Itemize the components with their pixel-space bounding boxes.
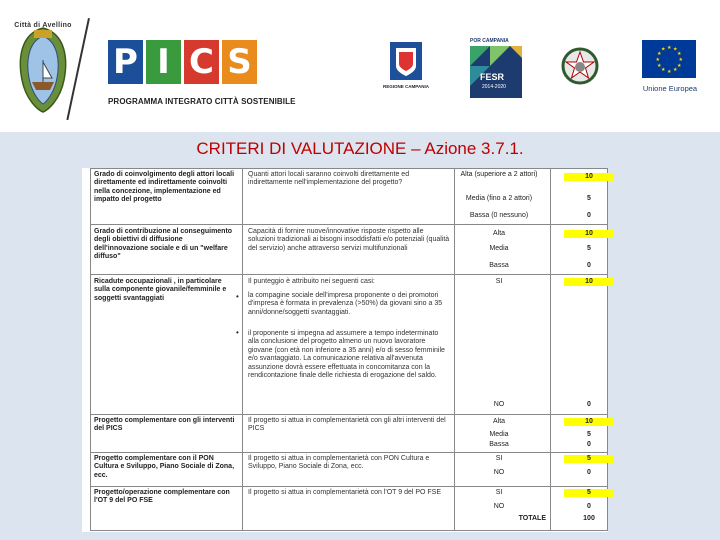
- level-label: Bassa: [489, 262, 509, 269]
- level-label: Bassa: [489, 441, 509, 448]
- level-points: 10: [564, 173, 614, 181]
- svg-text:★: ★: [661, 46, 666, 53]
- col-divider: [454, 168, 455, 530]
- row-divider: [90, 486, 608, 487]
- city-crest-icon: [10, 20, 76, 116]
- city-crest-logo: [10, 20, 76, 116]
- level-points: 10: [564, 230, 614, 238]
- description-cell: Il progetto si attua in complementarietà con PON Cultura e Sviluppo, Piano Sociale di Zona, ecc.: [248, 455, 430, 471]
- description-cell: Quanti attori locali saranno coinvolti direttamente ed indirettamente nell'implementazione del progetto?: [248, 171, 410, 187]
- level-points: 0: [587, 212, 591, 219]
- row-divider: [90, 414, 608, 415]
- level-points: 5: [564, 489, 614, 497]
- bullet-text: il proponente si impegna ad assumere a tempo indeterminato alla conclusione del progetto almeno un nuovo lavoratore giovane (con età non inferiore a 35 anni) e/o di sesso femminile e/o svantaggiato. La comunicazione relativa all'avvenuta assunzione dovrà essere effettuata in concomitanza con la rendicontazione finale delle richiesta di erogazione del saldo.: [248, 330, 445, 380]
- description-cell: Il progetto si attua in complementarietà con l'OT 9 del PO FSE: [248, 489, 442, 496]
- campania-label: REGIONE CAMPANIA: [383, 84, 429, 89]
- level-points: 0: [587, 401, 591, 408]
- level-points: 5: [587, 245, 591, 252]
- level-points: 10: [564, 418, 614, 426]
- level-label: SI: [495, 455, 503, 462]
- col-divider: [90, 168, 91, 530]
- level-label: SI: [495, 278, 503, 285]
- eu-label: Unione Europea: [642, 84, 698, 93]
- bullet-icon: •: [236, 328, 239, 337]
- svg-text:★: ★: [667, 45, 672, 51]
- level-points: 0: [587, 441, 591, 448]
- level-label: Alta (superiore a 2 attori): [460, 171, 538, 178]
- criteria-table: [82, 168, 608, 532]
- fesr-bottom-label: 2014-2020: [482, 84, 506, 90]
- criterion-cell: Progetto complementare con il PON Cultura e Sviluppo, Piano Sociale di Zona, ecc.: [94, 455, 235, 479]
- repubblica-italiana-emblem: [560, 40, 600, 96]
- level-points: 0: [587, 469, 591, 476]
- regione-campania-logo: [376, 40, 436, 94]
- level-label: Alta: [492, 418, 506, 425]
- description-cell: Capacità di fornire nuove/innovative risposte rispetto alle soluzioni tradizionali ai bisogni insoddisfatti e/o potenziali (qualità del servizio) anche attraverso servizi multifunzionali: [248, 228, 450, 252]
- svg-text:★: ★: [677, 51, 682, 57]
- description-cell: Il punteggio è attribuito nei seguenti casi:: [248, 278, 375, 285]
- level-points: 5: [564, 455, 614, 463]
- criterion-cell: Grado di coinvolgimento degli attori locali direttamente ed indirettamente coinvolti nella concezione, implementazione ed impatto del progetto: [94, 171, 235, 204]
- col-divider: [242, 168, 243, 530]
- pics-subtitle: PROGRAMMA INTEGRATO CITTÀ SOSTENIBILE: [108, 97, 296, 106]
- level-points: 0: [587, 503, 591, 510]
- criterion-cell: Progetto complementare con gli interventi del PICS: [94, 417, 235, 433]
- total-label: TOTALE: [518, 515, 546, 522]
- svg-text:★: ★: [657, 51, 662, 57]
- level-points: 0: [587, 262, 591, 269]
- level-points: 5: [587, 431, 591, 438]
- bullet-text: la compagine sociale dell'impresa proponente o dei promotori d'impresa è formata in prevalenza (>50%) da giovani sino a 35 anni/donne/soggetti svantaggiati.: [248, 292, 443, 316]
- level-points: 5: [587, 195, 591, 202]
- bullet-icon: •: [236, 292, 239, 301]
- table-border-top: [90, 168, 608, 169]
- slide-header: [0, 0, 720, 132]
- pics-letter-i: I: [146, 40, 181, 84]
- fesr-mid-label: FESR: [480, 72, 505, 82]
- italy-star-emblem-icon: [560, 40, 600, 96]
- svg-text:★: ★: [667, 69, 672, 75]
- total-value: 100: [583, 515, 595, 522]
- level-label: Alta: [492, 230, 506, 237]
- level-label: Media: [489, 431, 509, 438]
- level-label: SI: [495, 489, 503, 496]
- description-cell: Il progetto si attua in complementarietà con gli altri interventi del PICS: [248, 417, 446, 433]
- campania-emblem-icon: [376, 40, 436, 84]
- svg-text:★: ★: [678, 57, 683, 63]
- pics-letter-p: P: [108, 40, 143, 84]
- city-crest-label: Città di Avellino: [14, 22, 72, 29]
- table-border-bottom: [90, 530, 608, 531]
- level-label: NO: [493, 401, 505, 408]
- svg-text:★: ★: [673, 46, 678, 53]
- svg-text:★: ★: [661, 67, 666, 73]
- pics-logo: [108, 40, 258, 84]
- pics-letter-c: C: [184, 40, 219, 84]
- pics-letter-s: S: [222, 40, 257, 84]
- criterion-cell: Progetto/operazione complementare con l'OT 9 del PO FSE: [94, 489, 230, 505]
- row-divider: [90, 224, 608, 225]
- slide-title: CRITERI DI VALUTAZIONE – Azione 3.7.1.: [196, 139, 524, 158]
- level-label: NO: [493, 503, 505, 510]
- unione-europea-logo: [640, 40, 700, 98]
- por-fesr-logo: [470, 38, 522, 98]
- level-label: NO: [493, 469, 505, 476]
- svg-text:★: ★: [655, 57, 660, 63]
- level-label: Media (fino a 2 attori): [465, 195, 533, 202]
- eu-flag-icon: [642, 40, 696, 78]
- svg-text:★: ★: [677, 63, 682, 69]
- criterion-cell: Ricadute occupazionali , in particolare sulla componente giovanile/femminile e soggetti svantaggiati: [94, 278, 227, 302]
- row-divider: [90, 452, 608, 453]
- level-label: Bassa (0 nessuno): [469, 212, 529, 219]
- svg-text:★: ★: [657, 63, 662, 69]
- svg-text:★: ★: [673, 67, 678, 73]
- col-divider: [550, 168, 551, 530]
- row-divider: [90, 274, 608, 275]
- criterion-cell: Grado di contribuzione al conseguimento degli obiettivi di diffusione dell'innovazione sociale e di un "welfare diffuso": [94, 228, 233, 261]
- fesr-top-label: POR CAMPANIA: [470, 38, 509, 44]
- level-label: Media: [489, 245, 509, 252]
- level-points: 10: [564, 278, 614, 286]
